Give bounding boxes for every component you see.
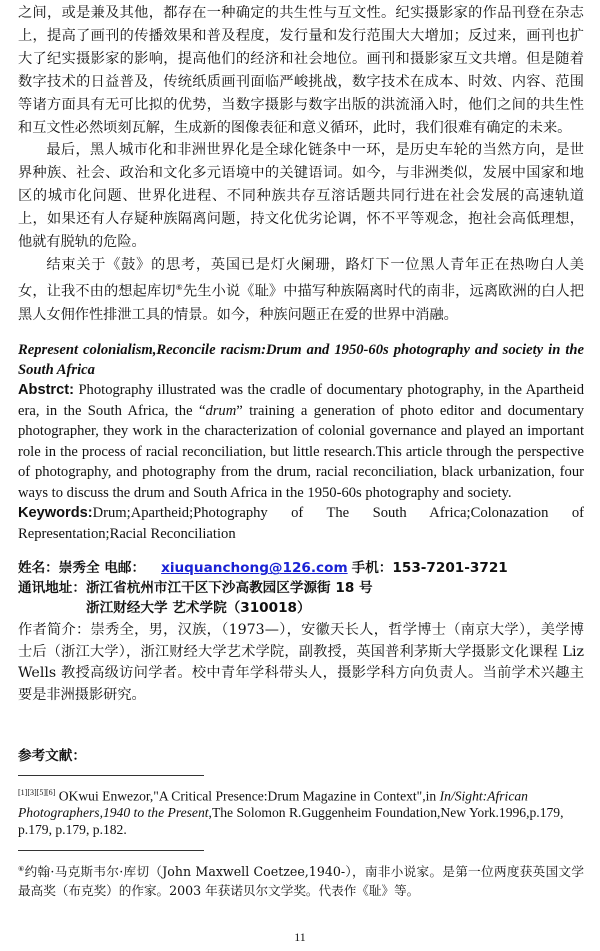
- footnote-2-mark: ⑥: [18, 865, 25, 874]
- paper-page: [18, 2, 584, 900]
- author-phone: 手机：153-7201-3721: [351, 560, 508, 577]
- keywords-text: Drum;Apartheid;Photography of The South Africa;Colonazation of Representation;Racial Reconciliation: [18, 505, 584, 542]
- author-contact: [18, 558, 584, 578]
- footnote-1-text-b: ,The Solomon R.Guggenheim Foundation,New York.1996,p.179, p.179, p.179, p.182.: [18, 805, 564, 837]
- address-line-2: 浙江财经大学 艺术学院（310018）: [86, 600, 311, 617]
- references-heading: 参考文献：: [18, 748, 86, 765]
- footnote-1-italic: In/Sight:African Photographers,1940 to the Present: [18, 788, 528, 821]
- keywords: [18, 503, 584, 544]
- footnote-ref-6[interactable]: ⑥: [175, 282, 183, 292]
- footnote-divider-2: [18, 850, 204, 851]
- author-name: 姓名：崇秀全 电邮：: [18, 560, 146, 577]
- page-number: 11: [294, 930, 306, 944]
- footnote-divider-1: [18, 775, 204, 776]
- footnote-1-marks: [1][3][5][6]: [18, 788, 56, 798]
- abstract-label: Abstrct:: [18, 382, 74, 399]
- author-bio: 作者简介：崇秀全，男，汉族，（1973—），安徽天长人，哲学博士（南京大学），美学博士后（浙江大学），浙江财经大学艺术学院，副教授，英国普利茅斯大学摄影文化课程 Liz Wells 教授高级访问学者。校中青年学科带头人，摄影学科方向负责人。当前学术兴趣主要是非洲摄影研究。: [18, 622, 584, 703]
- body-paragraph-2: 最后，黑人城市化和非洲世界化是全球化链条中一环，是历史车轮的当然方向，是世界种族、社会、政治和文化多元语境中的关键语词。如今，与非洲类似，发展中国家和地区的城市化问题、世界化进程、不同种族共存互溶话题共同行进在社会发展的高速轨道上，如果还有人存疑种族隔离问题，持文化优劣论调，怀不平等观念，抱社会高低理想，他就有脱轨的危险。: [18, 142, 584, 251]
- address-line-1: 浙江省杭州市江干区下沙高教园区学源街 18 号: [85, 580, 373, 597]
- body-paragraph-1: 之间，或是兼及其他，都存在一种确定的共生性与互文性。纪实摄影家的作品刊登在杂志上，提高了画刊的传播效果和普及程度，发行量和发行范围大大增加；反过来，画刊也扩大了纪实摄影家的影响，提高他们的经济和社会地位。画刊和摄影家互文共增。但是随着数字技术的日益普及，传统纸质画刊面临严峻挑战，数字技术在成本、时效、内容、范围等诸方面具有无可比拟的优势，当数字摄影与数字出版的洪流涌入时，他们之间的共生性和互文性必然顷刻瓦解，生成新的图像表征和意义循环，此时，我们很难有确定的未来。: [18, 5, 584, 136]
- footnote-1-text-a: OKwui Enwezor,"A Critical Presence:Drum Magazine in Context",in: [55, 788, 440, 804]
- footnote-2-text: 约翰·马克斯韦尔·库切（John Maxwell Coetzee,1940-），南非小说家。是第一位两度获英国文学最高奖（布克奖）的作家。2003 年获诺贝尔文学奖。代表作《耻》等。: [18, 864, 584, 898]
- abstract-text-rest: ” training a generation of photo editor and documentary photographer, they work in the characterization of colonial governance and played an important role in the process of racial reconciliation, but little research.This article through the perspective of photography, and photography from the drum, racial reconciliation, black urbanization, four ways to discuss the drum and South Africa in the 1950-60s photography and society.: [18, 402, 584, 501]
- body-paragraph-3: [18, 254, 584, 326]
- body-paragraph-3-start: 结束关于《鼓》的思考，英国已是灯火阑珊，路灯下一位黑人青年正在热吻白人美女，让我不由的想起库切: [18, 256, 584, 300]
- footnote-1: [18, 785, 584, 838]
- abstract-text: Photography illustrated was the cradle of documentary photography, in the Apartheid era, in the South Africa, the “: [18, 382, 584, 419]
- author-email-link[interactable]: xiuquanchong@126.com: [161, 560, 348, 577]
- address-label: 通讯地址：: [18, 580, 86, 597]
- body-paragraph-3-end: 先生小说《耻》中描写种族隔离时代的南非，远离欧洲的白人把黑人女佣作性排泄工具的情景。如今，种族问题正在爱的世界中消融。: [18, 283, 584, 323]
- english-title: Represent colonialism,Reconcile racism:Drum and 1950-60s photography and society in the South Africa: [18, 342, 584, 379]
- english-abstract: [18, 380, 584, 503]
- abstract-drum: drum: [205, 402, 237, 419]
- author-address: [18, 578, 584, 618]
- keywords-label: Keywords:: [18, 505, 93, 522]
- footnote-2: [18, 860, 584, 899]
